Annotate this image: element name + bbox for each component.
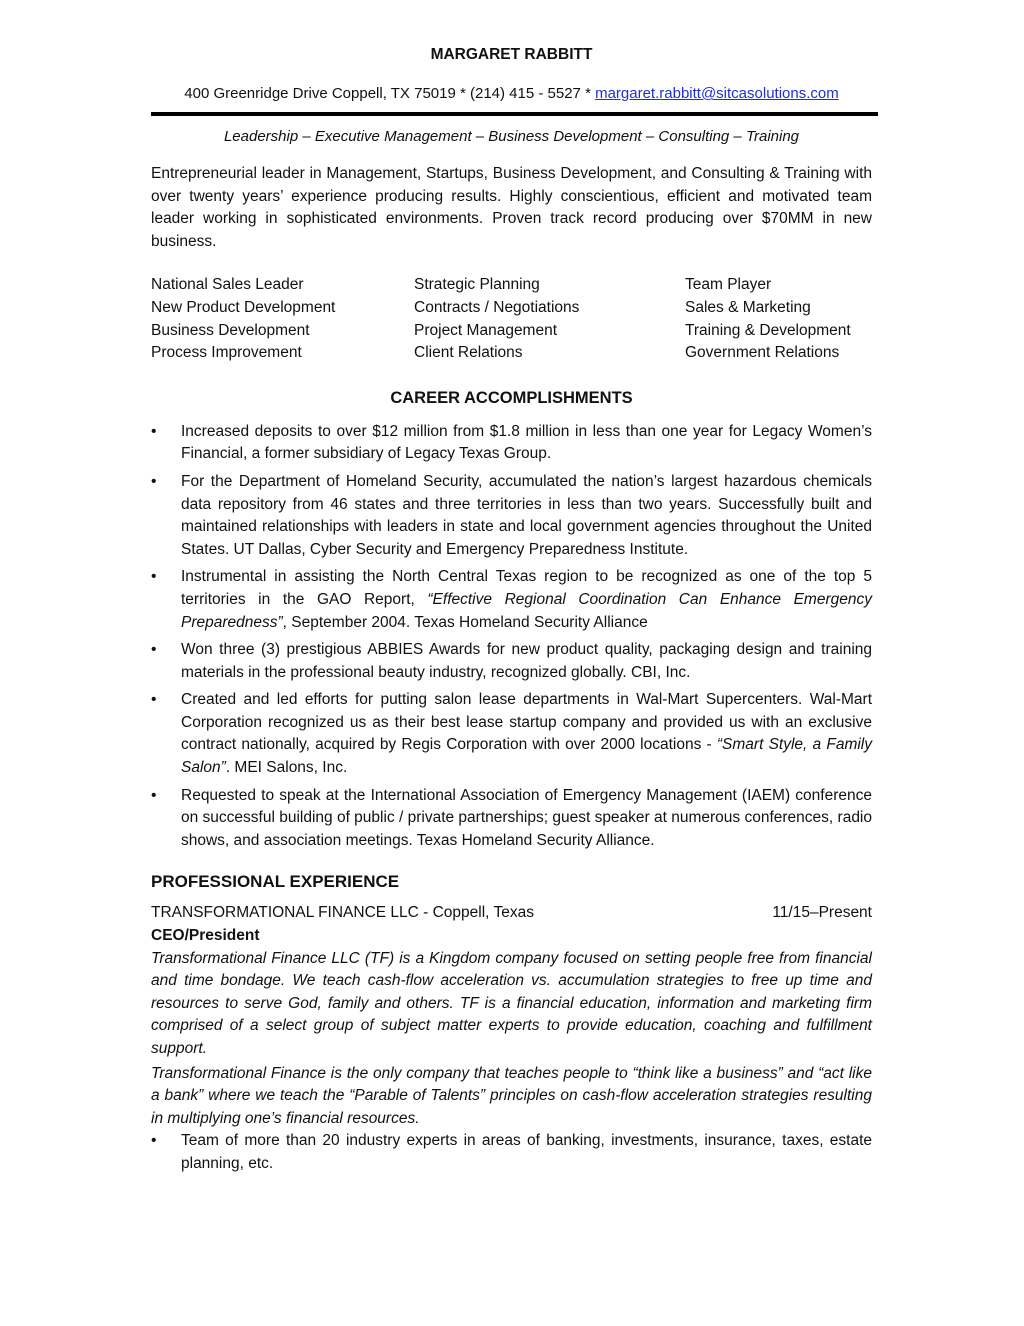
job-bullet-item <box>151 1130 872 1175</box>
bullet-icon: • <box>151 786 157 804</box>
accomplishment-text: Increased deposits to over $12 million from $1.8 million in less than one year for Legacy Women’s Financial, a former subsidiary of Legacy Texas Group. <box>181 422 872 463</box>
job-description: Transformational Finance is the only company that teaches people to “think like a business” and “act like a bank” where we teach the “Parable of Talents” principles on cash-flow acceleration strategies resulting in multiplying one’s financial resources. <box>151 1064 872 1127</box>
header-divider <box>151 112 878 116</box>
accomplishment-item <box>151 471 872 561</box>
bullet-icon: • <box>151 641 157 659</box>
skill-item: New Product Development <box>151 298 336 316</box>
accomplishment-item <box>151 639 872 684</box>
job-header <box>151 902 872 925</box>
job-company: TRANSFORMATIONAL FINANCE LLC - Coppell, Texas <box>151 904 534 922</box>
accomplishment-text: . MEI Salons, Inc. <box>225 759 348 777</box>
resume-name: MARGARET RABBITT <box>430 46 593 63</box>
skills-column-3 <box>685 274 872 364</box>
accomplishment-item <box>151 689 872 779</box>
skill-item: Sales & Marketing <box>685 298 811 316</box>
report-title: “Effective Regional Coordination Can Enhance Emergency Preparedness” <box>181 590 872 631</box>
accomplishment-text: For the Department of Homeland Security, accumulated the nation’s largest hazardous chemicals data repository from 46 states and three territories in less than two years. Successfully built and maintained relationships with leaders in state and local government agencies throughout the United States. UT Dallas, Cyber Security and Emergency Preparedness Institute. <box>181 472 872 558</box>
accomplishment-text: Won three (3) prestigious ABBIES Awards for new product quality, packaging design and training materials in the professional beauty industry, recognized globally. CBI, Inc. <box>181 641 872 681</box>
accomplishments-heading: CAREER ACCOMPLISHMENTS <box>390 388 633 407</box>
bullet-icon: • <box>151 568 157 586</box>
skills-column-1 <box>151 274 414 364</box>
accomplishment-text: Created and led efforts for putting salon lease departments in Wal-Mart Supercenters. Wal-Mart Corporation recognized us as their best lease startup company and provided us with an exclusive contract nationally, acquired by Regis Corporation with over 2000 locations - <box>181 691 872 754</box>
accomplishment-item <box>151 421 872 466</box>
accomplishment-text: Requested to speak at the International Association of Emergency Management (IAEM) conference on successful building of public / private partnerships; guest speaker at numerous conferences, radio shows, and association meetings. Texas Homeland Security Alliance. <box>181 786 872 849</box>
skill-item: Business Development <box>151 321 310 339</box>
skill-item: Team Player <box>685 276 772 294</box>
resume-page <box>151 46 872 1181</box>
skill-item: National Sales Leader <box>151 276 304 294</box>
accomplishment-text: Instrumental in assisting the North Central Texas region to be recognized as one of the top 5 territories in the GAO Report, <box>181 568 872 608</box>
job-dates: 11/15–Present <box>772 904 872 922</box>
contact-line <box>151 85 872 102</box>
accomplishments-list <box>151 421 872 853</box>
skill-item: Training & Development <box>685 321 851 339</box>
experience-heading: PROFESSIONAL EXPERIENCE <box>151 872 400 892</box>
skill-item: Contracts / Negotiations <box>414 298 580 316</box>
skills-column-2 <box>414 274 685 364</box>
bullet-icon: • <box>151 472 157 490</box>
skill-item: Project Management <box>414 321 558 339</box>
accomplishment-item <box>151 566 872 634</box>
accomplishment-item <box>151 785 872 853</box>
email-link[interactable]: margaret.rabbitt@sitcasolutions.com <box>595 85 839 102</box>
bullet-icon: • <box>151 1132 157 1150</box>
skill-item: Process Improvement <box>151 344 302 362</box>
bullet-icon: • <box>151 422 157 440</box>
skill-item: Government Relations <box>685 344 840 362</box>
brand-name: “Smart Style, a Family Salon” <box>181 736 872 777</box>
job-description: Transformational Finance LLC (TF) is a Kingdom company focused on setting people free from financial and time bondage. We teach cash-flow acceleration vs. accumulation strategies to free up time and resources to serve God, family and others. TF is a financial education, information and marketing firm comprised of a select group of subject matter experts to provide education, coaching and fulfillment support. <box>151 949 872 1057</box>
contact-address-phone: 400 Greenridge Drive Coppell, TX 75019 * (214) 415 - 5527 * <box>184 85 596 102</box>
job-role: CEO/President <box>151 927 260 945</box>
job-bullet-text: Team of more than 20 industry experts in areas of banking, investments, insurance, taxes, estate planning, etc. <box>181 1132 872 1172</box>
tagline: Leadership – Executive Management – Business Development – Consulting – Training <box>223 128 800 145</box>
skills-grid <box>151 274 872 364</box>
skill-item: Client Relations <box>414 344 523 362</box>
summary-paragraph: Entrepreneurial leader in Management, Startups, Business Development, and Consulting & Training with over twenty years’ experience producing results. Highly conscientious, efficient and motivated team leader working in sophisticated environments. Proven track record producing over $70MM in new business. <box>151 165 872 250</box>
job-bullets <box>151 1130 872 1175</box>
skill-item: Strategic Planning <box>414 276 540 294</box>
bullet-icon: • <box>151 691 157 709</box>
accomplishment-text: , September 2004. Texas Homeland Security Alliance <box>282 613 648 631</box>
